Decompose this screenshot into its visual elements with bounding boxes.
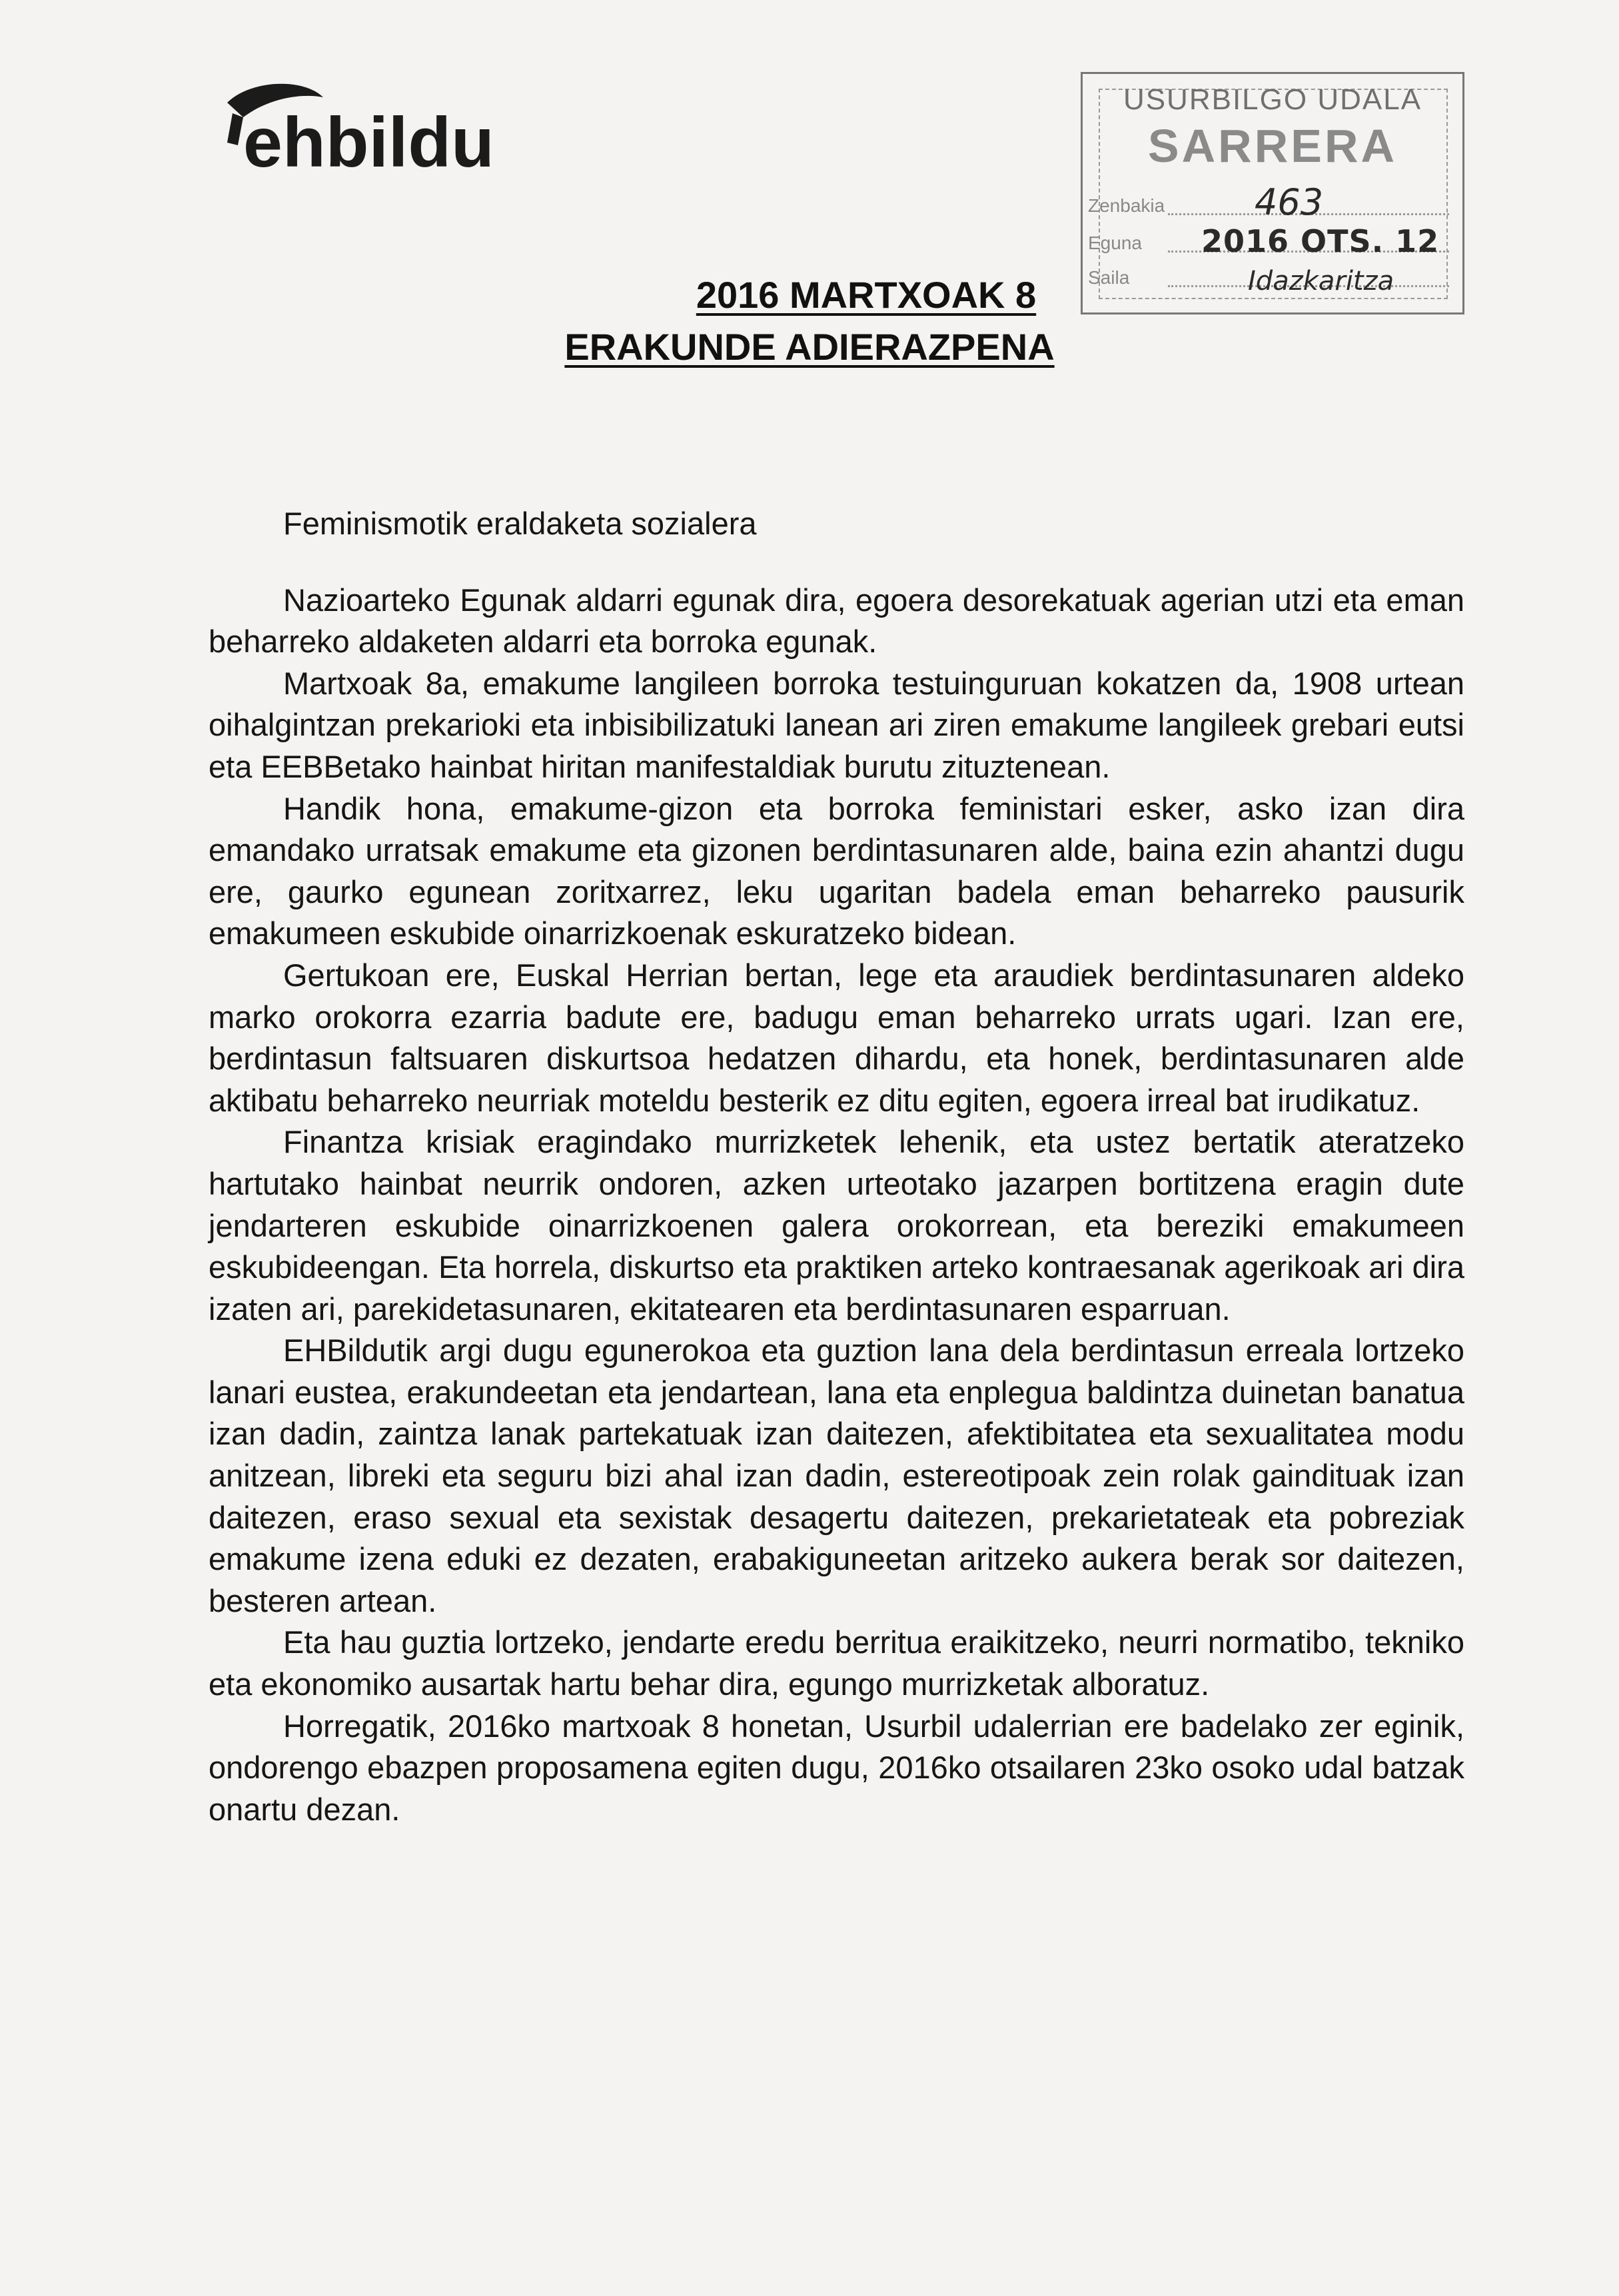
stamp-label: Eguna xyxy=(1088,233,1142,253)
section-heading: Feminismotik eraldaketa sozialera xyxy=(283,506,757,541)
paragraph: Gertukoan ere, Euskal Herrian bertan, lege eta araudiek berdintasunaren aldeko marko orokorra ezarria badute ere, badugu eman beharreko urrats ugari. Izan ere, berdintasun faltsuaren diskurtsoa hedatzen dihardu, eta honek, berdintasunaren alde aktibatu beharreko neurriak moteldu besterik ez ditu egiten, egoera irreal bat irudikatuz. xyxy=(209,957,1464,1118)
document-body xyxy=(209,503,1464,1830)
paragraph: Horregatik, 2016ko martxoak 8 honetan, Usurbil udalerrian ere badelako zer eginik, ondorengo ebazpen proposamena egiten dugu, 2016ko otsailaren 23ko osoko udal batzak onartu dezan. xyxy=(209,1708,1464,1827)
document-title-date: 2016 MARTXOAK 8 xyxy=(696,274,1037,316)
stamp-value: 463 xyxy=(1255,181,1324,223)
ehbildu-logo-icon xyxy=(223,79,530,179)
logo-text: ehbildu xyxy=(243,103,494,179)
paragraph: Nazioarteko Egunak aldarri egunak dira, egoera desorekatuak agerian utzi eta eman beharreko aldaketen aldarri eta borroka egunak. xyxy=(209,582,1464,660)
stamp-label: Zenbakia xyxy=(1088,195,1165,216)
stamp-value: 2016 OTS. 12 xyxy=(1201,223,1440,259)
stamp-title: USURBILGO UDALA xyxy=(1123,83,1422,116)
paragraph: Finantza krisiak eragindako murrizketek lehenik, eta ustez bertatik ateratzeko hartutako hainbat neurrik ondoren, azken urteotako jazarpen bortitzena eragin dute jendarteren eskubide oinarrizkoenen galera orokorrean, eta bereziki emakumeen eskubideengan. Eta horrela, diskurtso eta praktiken arteko kontraesanak agerikoak ari dira izaten ari, parekidetasunaren, ekitatearen eta berdintasunaren esparruan. xyxy=(209,1124,1464,1327)
stamp-subtitle: SARRERA xyxy=(1147,120,1398,172)
paragraph: Handik hona, emakume-gizon eta borroka feministari esker, asko izan dira emandako urratsak emakume eta gizonen berdintasunaren alde, baina ezin ahantzi dugu ere, gaurko egunean zoritxarrez, leku ugaritan badela eman beharreko pausurik emakumeen eskubide oinarrizkoenak eskuratzeko bidean. xyxy=(209,790,1464,951)
stamp-row-number xyxy=(1088,181,1449,223)
document-title: ERAKUNDE ADIERAZPENA xyxy=(564,326,1055,368)
paragraph: Eta hau guztia lortzeko, jendarte eredu berritua eraikitzeko, neurri normatibo, tekniko eta ekonomiko ausartak hartu behar dira, egungo murrizketak alboratuz. xyxy=(209,1624,1464,1702)
stamp-value: Idazkaritza xyxy=(1248,266,1394,296)
paragraph: EHBildutik argi dugu egunerokoa eta guztion lana dela berdintasun erreala lortzeko lanari eustea, erakundeetan eta jendartean, lana eta enplegua baldintza duinetan banatua izan dadin, zaintza lanak partekatuak izan daitezen, afektibitatea eta sexualitatea modu anitzean, libreki eta seguru bizi ahal izan dadin, estereotipoak zein rolak gaindituak izan daitezen, eraso sexual eta sexistak desagertu daitezen, prekarietateak eta pobreziak emakume izena eduki ez dezaten, erabakiguneetan aritzeko aukera berak sor daitezen, besteren artean. xyxy=(209,1333,1464,1618)
stamp-label: Saila xyxy=(1088,267,1130,288)
paragraph: Martxoak 8a, emakume langileen borroka testuinguruan kokatzen da, 1908 urtean oihalgintzan prekarioki eta inbisibilizatuki lanean ari ziren emakume langileek grebari eutsi eta EEBBetako hainbat hiritan manifestaldiak burutu zituztenean. xyxy=(209,665,1464,784)
ehbildu-logo xyxy=(223,79,530,179)
stamp-row-date xyxy=(1088,225,1449,258)
